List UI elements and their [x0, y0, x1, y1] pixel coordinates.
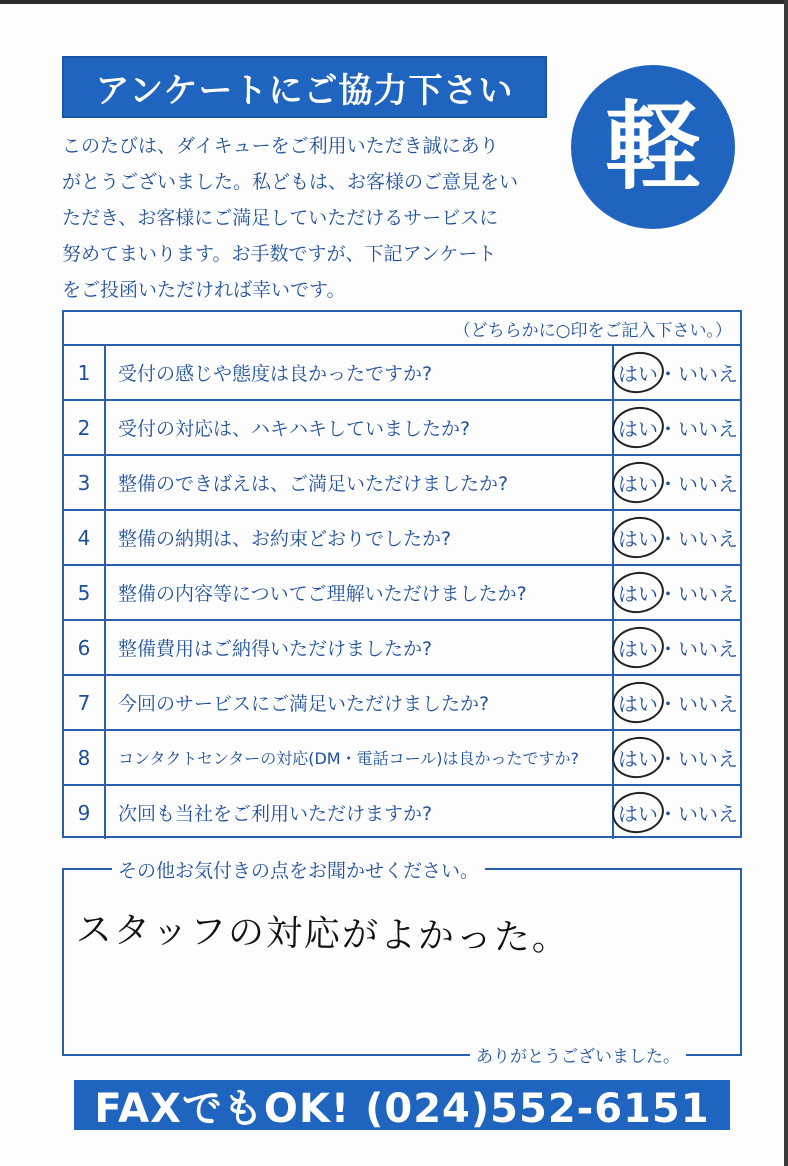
answer-no[interactable]: いいえ: [678, 692, 738, 716]
answer-choice[interactable]: [612, 566, 742, 619]
question-row: [64, 399, 740, 454]
answer-yes[interactable]: はい: [618, 413, 658, 442]
question-number: 6: [64, 621, 106, 674]
answer-yes[interactable]: はい: [618, 468, 658, 497]
question-number: 9: [64, 786, 106, 839]
answer-no[interactable]: いいえ: [678, 417, 738, 441]
answer-separator: ・: [658, 472, 678, 496]
comment-prompt: その他お気付きの点をお聞かせください。: [112, 856, 485, 883]
intro-line: ただき、お客様にご満足していただけるサービスに: [62, 207, 499, 229]
question-row: [64, 509, 740, 564]
answer-no[interactable]: いいえ: [678, 802, 738, 826]
question-text: 整備の納期は、お約束どおりでしたか?: [118, 528, 452, 550]
question-row: [64, 674, 740, 729]
answer-choice[interactable]: [612, 676, 742, 729]
answer-no[interactable]: いいえ: [678, 362, 738, 386]
question-text: 次回も当社をご利用いただけますか?: [118, 803, 433, 825]
answer-yes[interactable]: はい: [618, 743, 658, 772]
answer-separator: ・: [658, 582, 678, 606]
scan-edge-right: [784, 0, 788, 1166]
answer-separator: ・: [658, 417, 678, 441]
answer-no[interactable]: いいえ: [678, 747, 738, 771]
answer-yes[interactable]: はい: [618, 358, 658, 387]
question-row: [64, 564, 740, 619]
question-number: 1: [64, 346, 106, 399]
question-number: 2: [64, 401, 106, 454]
survey-table: [62, 310, 742, 838]
answer-no[interactable]: いいえ: [678, 582, 738, 606]
fax-banner: FAXでもOK! (024)552-6151: [74, 1080, 730, 1130]
kei-logo-icon: [568, 62, 738, 232]
intro-line: このたびは、ダイキューをご利用いただき誠にあり: [62, 135, 499, 157]
question-text: 整備のできばえは、ご満足いただけましたか?: [118, 473, 509, 495]
answer-separator: ・: [658, 637, 678, 661]
answer-choice[interactable]: [612, 511, 742, 564]
scan-edge-top: [0, 0, 788, 4]
answer-yes[interactable]: はい: [618, 798, 658, 827]
question-row: [64, 344, 740, 399]
question-text: 今回のサービスにご満足いただけましたか?: [118, 693, 490, 715]
answer-choice[interactable]: [612, 786, 742, 839]
question-number: 3: [64, 456, 106, 509]
intro-line: がとうございました。私どもは、お客様のご意見をい: [62, 171, 519, 193]
answer-yes[interactable]: はい: [618, 523, 658, 552]
page-title: アンケートにご協力下さい: [62, 56, 547, 118]
logo-letter: 軽: [605, 91, 701, 203]
question-text: 受付の対応は、ハキハキしていましたか?: [118, 418, 471, 440]
question-row: [64, 454, 740, 509]
question-row: [64, 729, 740, 784]
answer-choice[interactable]: [612, 456, 742, 509]
answer-yes[interactable]: はい: [618, 633, 658, 662]
answer-choice[interactable]: [612, 621, 742, 674]
question-text: コンタクトセンターの対応(DM・電話コール)は良かったですか?: [118, 749, 580, 768]
answer-choice[interactable]: [612, 731, 742, 784]
answer-choice[interactable]: [612, 401, 742, 454]
answer-no[interactable]: いいえ: [678, 637, 738, 661]
answer-separator: ・: [658, 802, 678, 826]
question-number: 8: [64, 731, 106, 784]
intro-line: 努めてまいります。お手数ですが、下記アンケート: [62, 243, 497, 265]
thanks-text: ありがとうございました。: [470, 1042, 686, 1067]
answer-yes[interactable]: はい: [618, 578, 658, 607]
answer-separator: ・: [658, 747, 678, 771]
question-row: [64, 784, 740, 839]
answer-choice[interactable]: [612, 346, 742, 399]
instruction-text: （どちらかに○印をご記入下さい。）: [453, 321, 732, 341]
question-row: [64, 619, 740, 674]
comment-box[interactable]: [62, 860, 742, 1067]
intro-line: をご投函いただければ幸いです。: [62, 279, 346, 301]
handwritten-comment: スタッフの対応がよかった。: [75, 909, 571, 960]
answer-no[interactable]: いいえ: [678, 472, 738, 496]
question-text: 整備の内容等についてご理解いただけましたか?: [118, 583, 527, 605]
question-text: 受付の感じや態度は良かったですか?: [118, 363, 433, 385]
answer-yes[interactable]: はい: [618, 688, 658, 717]
answer-separator: ・: [658, 527, 678, 551]
answer-separator: ・: [658, 692, 678, 716]
intro-text: [62, 128, 562, 308]
answer-separator: ・: [658, 362, 678, 386]
question-number: 7: [64, 676, 106, 729]
question-number: 5: [64, 566, 106, 619]
answer-no[interactable]: いいえ: [678, 527, 738, 551]
question-text: 整備費用はご納得いただけましたか?: [118, 638, 433, 660]
question-number: 4: [64, 511, 106, 564]
